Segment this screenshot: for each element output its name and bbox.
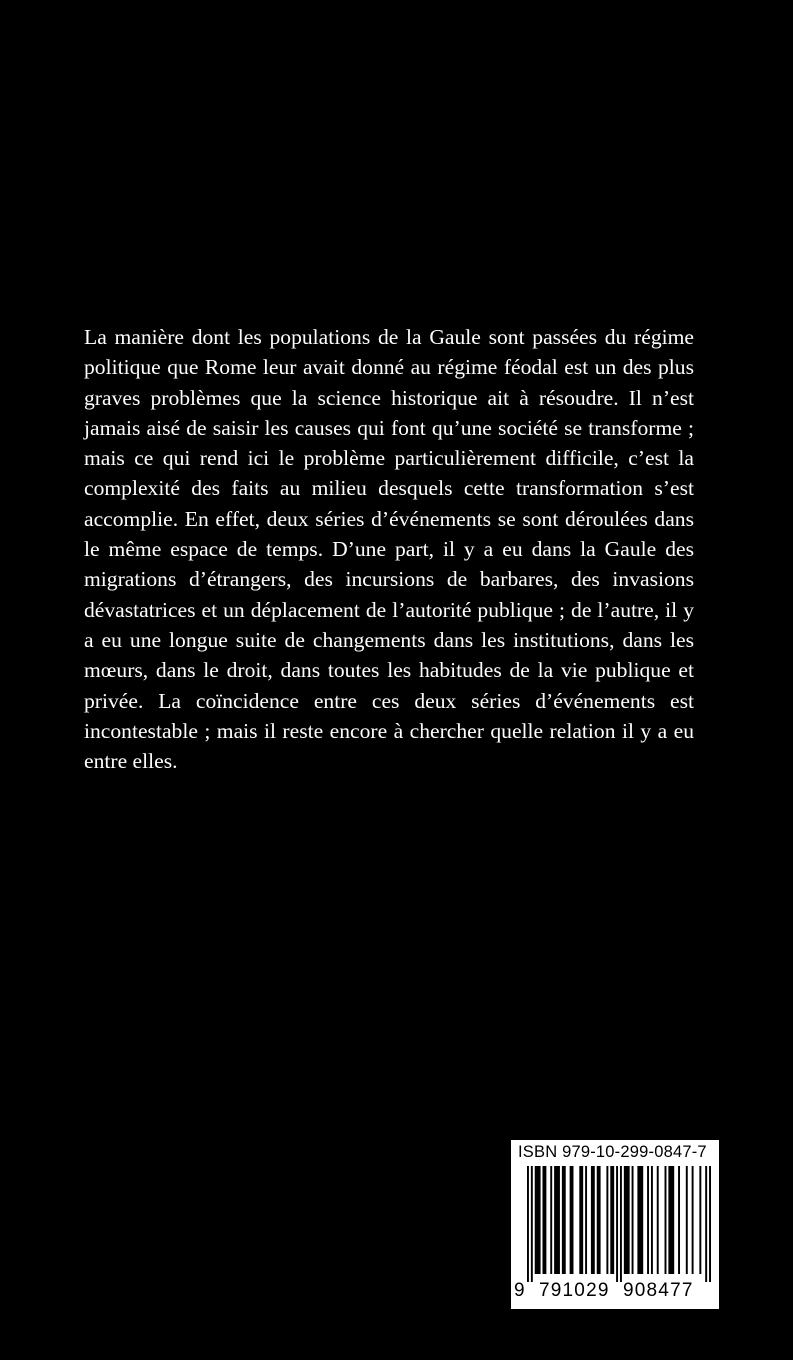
barcode-digits-left: 791029 [539,1280,610,1301]
barcode-bar-24 [678,1166,680,1274]
barcode-bar-19 [647,1166,649,1274]
barcode-bar-14 [616,1166,618,1282]
barcode-bars [527,1166,711,1282]
barcode-bar-23 [668,1166,674,1274]
barcode-digits-right: 908477 [623,1280,694,1301]
isbn-label: ISBN 979-10-299-0847-7 [518,1143,707,1161]
barcode-bar-10 [591,1166,595,1274]
barcode-bar-12 [606,1166,608,1274]
barcode-bar-13 [610,1166,614,1274]
barcode-bar-2 [535,1166,541,1274]
barcode-bar-7 [570,1166,574,1274]
barcode-bar-28 [705,1166,707,1282]
barcode-bar-4 [550,1166,552,1274]
barcode-bar-3 [542,1166,546,1274]
barcode-bar-20 [651,1166,653,1274]
barcode-digit-lead: 9 [514,1280,525,1301]
barcode-bar-6 [562,1166,566,1274]
barcode-bar-5 [554,1166,560,1274]
barcode-bar-21 [657,1166,659,1274]
barcode-bar-25 [686,1166,688,1274]
barcode-bar-18 [637,1166,643,1274]
barcode-bar-29 [709,1166,711,1282]
isbn-barcode-box [511,1140,719,1309]
barcode-bar-16 [624,1166,630,1274]
barcode-bar-26 [692,1166,694,1274]
barcode-bar-8 [579,1166,583,1274]
barcode-bar-0 [527,1166,529,1282]
barcode-bar-11 [597,1166,601,1274]
barcode-bar-22 [665,1166,667,1274]
barcode-bar-1 [531,1166,533,1282]
barcode-bar-17 [632,1166,634,1274]
barcode-bar-9 [585,1166,587,1274]
back-cover-blurb: La manière dont les populations de la Gaule sont passées du régime politique que Rome leur avait donné au régime féodal est un des plus graves problèmes que la science historique ait à résoudre. Il n’est jamais aisé de saisir les causes qui font qu’une société se transforme ; mais ce qui rend ici le problème particulièrement difficile, c’est la complexité des faits au milieu desquels cette transformation s’est accomplie. En effet, deux séries d’événements se sont déroulées dans le même espace de temps. D’une part, il y a eu dans la Gaule des migrations d’étrangers, des incursions de barbares, des invasions dévastatrices et un déplacement de l’autorité publique ; de l’autre, il y a eu une longue suite de changements dans les institutions, dans les mœurs, dans le droit, dans toutes les habitudes de la vie publique et privée. La coïncidence entre ces deux séries d’événements est incontestable ; mais il reste encore à chercher quelle relation il y a eu entre elles. [84,325,694,774]
barcode-bar-27 [699,1166,701,1274]
barcode-bar-15 [620,1166,622,1282]
